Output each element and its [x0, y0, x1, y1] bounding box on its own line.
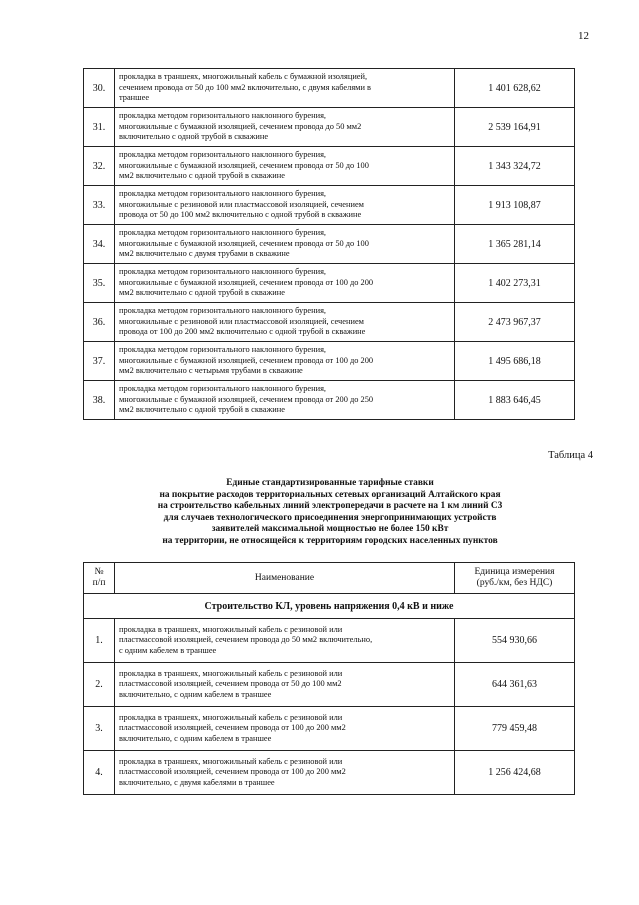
description-line: многожильные с бумажной изоляцией, сечением провода от 50 до 100: [119, 238, 369, 248]
description-line: включительно, с двумя кабелями в траншее: [119, 777, 275, 787]
description-line: провода от 50 до 100 мм2 включительно с одной трубой в скважине: [119, 210, 362, 220]
table-row: [84, 342, 575, 381]
row-number: 34.: [84, 225, 115, 264]
table-row: [84, 225, 575, 264]
page-number: 12: [578, 30, 589, 42]
section-title: Строительство КЛ, уровень напряжения 0,4 кВ и ниже: [84, 594, 575, 619]
description-line: многожильные с бумажной изоляцией, сечением провода от 200 до 250: [119, 394, 374, 404]
description-line: с одним кабелем в траншее: [119, 645, 217, 655]
description-line: многожильные с бумажной изоляцией, сечением провода от 50 до 100: [119, 160, 369, 170]
row-description: [115, 619, 455, 663]
row-description: [115, 663, 455, 707]
title-line: для случаев технологического присоединения энергопринимающих устройств: [163, 512, 497, 523]
table-row: [84, 619, 575, 663]
tariff-table-4: [83, 562, 575, 795]
table-label: Таблица 4: [548, 450, 593, 461]
table-row: [84, 147, 575, 186]
title-line: заявителей максимальной мощностью не более 150 кВт: [211, 524, 449, 535]
description-line: пластмассовой изоляцией, сечением провода до 50 мм2 включительно,: [119, 635, 373, 645]
table-row: [84, 381, 575, 420]
description-line: многожильные с резиновой или пластмассовой изоляцией, сечением: [119, 316, 364, 326]
description-line: многожильные с резиновой или пластмассовой изоляцией, сечением: [119, 199, 364, 209]
row-value: 1 401 628,62: [455, 69, 575, 108]
row-value: 1 883 646,45: [455, 381, 575, 420]
table-row: [84, 186, 575, 225]
description-line: пластмассовой изоляцией, сечением провода от 50 до 100 мм2: [119, 679, 342, 689]
description-line: прокладка методом горизонтального наклонного бурения,: [119, 345, 327, 355]
row-value: 1 913 108,87: [455, 186, 575, 225]
description-line: прокладка в траншеях, многожильный кабель с резиновой или: [119, 712, 343, 722]
table-row: [84, 663, 575, 707]
row-value: 554 930,66: [455, 619, 575, 663]
row-description: [115, 186, 455, 225]
description-line: многожильные с бумажной изоляцией, сечением провода до 50 мм2: [119, 121, 362, 131]
description-line: сечением провода от 50 до 100 мм2 включительно, с двумя кабелями в: [119, 82, 371, 92]
table-row: [84, 751, 575, 795]
section-row: [84, 594, 575, 619]
row-number: 31.: [84, 108, 115, 147]
description-line: прокладка в траншеях, многожильный кабель с резиновой или: [119, 624, 343, 634]
description-line: включительно, с одним кабелем в траншее: [119, 733, 272, 743]
title-line: на покрытие расходов территориальных сетевых организаций Алтайского края: [159, 489, 501, 500]
row-number: 4.: [84, 751, 115, 795]
description-line: траншее: [119, 93, 150, 103]
description-line: мм2 включительно с одной трубой в скважине: [119, 171, 285, 181]
header-num: № п/п: [84, 563, 115, 594]
row-value: 1 256 424,68: [455, 751, 575, 795]
row-value: 2 473 967,37: [455, 303, 575, 342]
description-line: мм2 включительно с четырьмя трубами в скважине: [119, 366, 303, 376]
description-line: многожильные с бумажной изоляцией, сечением провода от 100 до 200: [119, 355, 374, 365]
row-description: [115, 381, 455, 420]
row-description: [115, 225, 455, 264]
description-line: пластмассовой изоляцией, сечением провода от 100 до 200 мм2: [119, 723, 346, 733]
row-value: 1 343 324,72: [455, 147, 575, 186]
row-value: 1 402 273,31: [455, 264, 575, 303]
row-description: [115, 69, 455, 108]
header-name: Наименование: [115, 563, 455, 594]
description-line: многожильные с бумажной изоляцией, сечением провода от 100 до 200: [119, 277, 374, 287]
description-line: прокладка методом горизонтального наклонного бурения,: [119, 150, 327, 160]
row-number: 32.: [84, 147, 115, 186]
row-description: [115, 751, 455, 795]
description-line: мм2 включительно с двумя трубами в скважине: [119, 249, 290, 259]
description-line: прокладка методом горизонтального наклонного бурения,: [119, 384, 327, 394]
row-number: 38.: [84, 381, 115, 420]
description-line: мм2 включительно с одной трубой в скважине: [119, 405, 285, 415]
description-line: прокладка в траншеях, многожильный кабель с бумажной изоляцией,: [119, 72, 368, 82]
row-description: [115, 108, 455, 147]
description-line: провода от 100 до 200 мм2 включительно с одной трубой в скважине: [119, 327, 366, 337]
description-line: мм2 включительно с одной трубой в скважине: [119, 288, 285, 298]
row-description: [115, 264, 455, 303]
description-line: прокладка в траншеях, многожильный кабель с резиновой или: [119, 756, 343, 766]
description-line: пластмассовой изоляцией, сечением провода от 100 до 200 мм2: [119, 767, 346, 777]
row-value: 644 361,63: [455, 663, 575, 707]
table-row: [84, 264, 575, 303]
description-line: прокладка методом горизонтального наклонного бурения,: [119, 111, 327, 121]
row-value: 779 459,48: [455, 707, 575, 751]
row-number: 33.: [84, 186, 115, 225]
row-number: 37.: [84, 342, 115, 381]
description-line: прокладка в траншеях, многожильный кабель с резиновой или: [119, 668, 343, 678]
continued-tariff-table: [83, 68, 575, 420]
table-title: [90, 478, 570, 548]
row-number: 1.: [84, 619, 115, 663]
title-line: на территории, не относящейся к территориям городских населенных пунктов: [162, 535, 498, 546]
row-number: 3.: [84, 707, 115, 751]
description-line: прокладка методом горизонтального наклонного бурения,: [119, 267, 327, 277]
table-row: [84, 108, 575, 147]
row-number: 2.: [84, 663, 115, 707]
row-value: 1 495 686,18: [455, 342, 575, 381]
description-line: прокладка методом горизонтального наклонного бурения,: [119, 189, 327, 199]
row-description: [115, 707, 455, 751]
description-line: включительно с одной трубой в скважине: [119, 132, 269, 142]
row-number: 35.: [84, 264, 115, 303]
table-row: [84, 69, 575, 108]
row-value: 1 365 281,14: [455, 225, 575, 264]
table-row: [84, 303, 575, 342]
row-description: [115, 303, 455, 342]
header-unit: Единица измерения (руб./км, без НДС): [455, 563, 575, 594]
title-line: Единые стандартизированные тарифные ставки: [226, 478, 434, 488]
row-number: 30.: [84, 69, 115, 108]
title-line: на строительство кабельных линий электропередачи в расчете на 1 км линий С3: [157, 501, 503, 512]
description-line: прокладка методом горизонтального наклонного бурения,: [119, 228, 327, 238]
table-row: [84, 707, 575, 751]
row-description: [115, 342, 455, 381]
row-value: 2 539 164,91: [455, 108, 575, 147]
description-line: прокладка методом горизонтального наклонного бурения,: [119, 306, 327, 316]
description-line: включительно, с одним кабелем в траншее: [119, 689, 272, 699]
row-number: 36.: [84, 303, 115, 342]
row-description: [115, 147, 455, 186]
